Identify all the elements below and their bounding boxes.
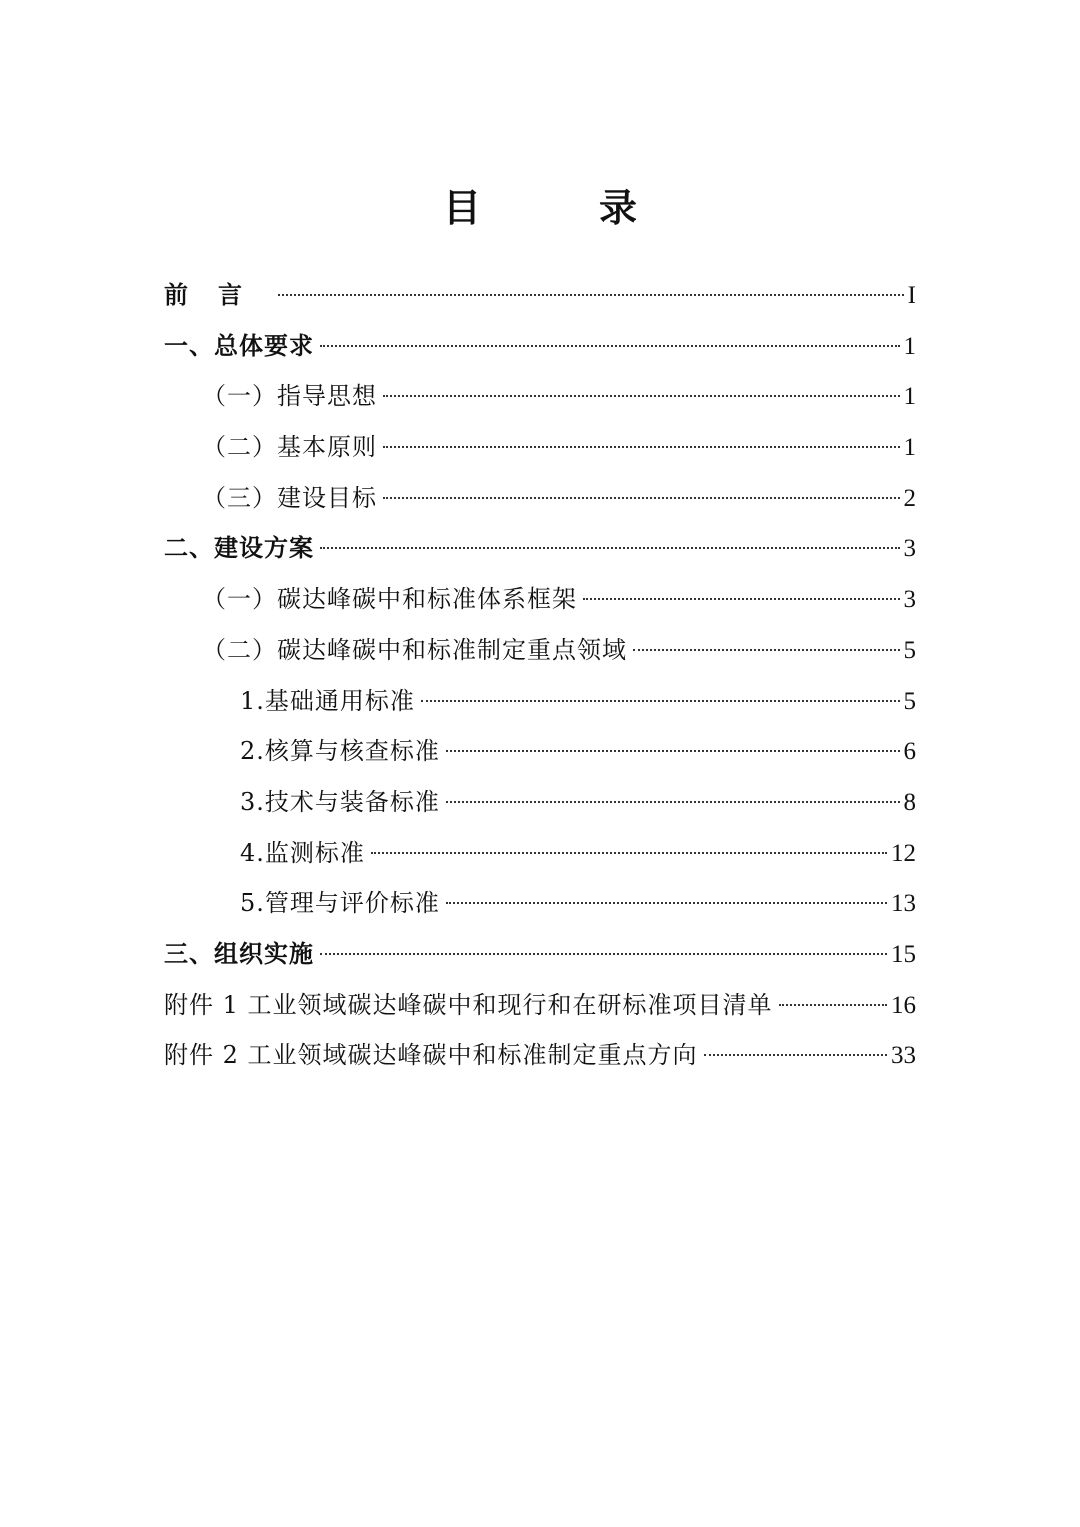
toc-entry-label: （一）指导思想 xyxy=(202,382,377,411)
toc-entry-section-1[interactable] xyxy=(164,321,916,372)
toc-entry-section-2-2-5[interactable] xyxy=(164,878,916,929)
toc-entry-label: （三）建设目标 xyxy=(202,483,377,512)
toc-page-number: I xyxy=(907,282,916,309)
toc-entry-section-2-2-4[interactable] xyxy=(164,828,916,879)
toc-entry-label: 2.核算与核查标准 xyxy=(240,737,440,766)
toc-entry-section-2-2-3[interactable] xyxy=(164,777,916,828)
toc-page-number: 8 xyxy=(903,788,916,816)
toc-dot-leader xyxy=(446,902,887,904)
toc-dot-leader xyxy=(383,497,900,499)
toc-entry-label: 附件 2 工业领域碳达峰碳中和标准制定重点方向 xyxy=(164,1041,698,1070)
toc-dot-leader xyxy=(583,598,900,600)
toc-entry-appendix-1[interactable] xyxy=(164,980,916,1031)
toc-dot-leader xyxy=(320,547,900,549)
toc-page-number: 16 xyxy=(891,991,916,1019)
toc-entry-section-2-1[interactable] xyxy=(164,574,916,625)
toc-dot-leader xyxy=(704,1054,887,1056)
toc-entry-section-2[interactable] xyxy=(164,523,916,574)
toc-entry-label: 3.技术与装备标准 xyxy=(240,787,440,816)
toc-page-number: 13 xyxy=(891,890,916,918)
toc-entry-label: （一）碳达峰碳中和标准体系框架 xyxy=(202,585,577,614)
toc-dot-leader xyxy=(779,1004,887,1006)
toc-entry-label: 4.监测标准 xyxy=(240,838,365,867)
toc-entry-section-3[interactable] xyxy=(164,929,916,980)
toc-entry-label: 三、组织实施 xyxy=(164,939,314,968)
toc-page-number: 2 xyxy=(903,484,916,512)
toc-entry-section-1-1[interactable] xyxy=(164,371,916,422)
toc-page-number: 5 xyxy=(903,687,916,715)
toc-dot-leader xyxy=(320,953,887,955)
toc-page-number: 1 xyxy=(903,332,916,360)
toc-entry-label: （二）基本原则 xyxy=(202,433,377,462)
toc-dot-leader xyxy=(371,852,887,854)
toc-page-number: 12 xyxy=(891,839,916,867)
toc-dot-leader xyxy=(633,649,900,651)
toc-page-number: 33 xyxy=(891,1042,916,1070)
toc-dot-leader xyxy=(383,395,900,397)
toc-page-number: 3 xyxy=(903,586,916,614)
toc-entry-label: 5.管理与评价标准 xyxy=(240,889,440,918)
toc-entry-section-1-3[interactable] xyxy=(164,473,916,524)
toc-entry-section-2-2-1[interactable] xyxy=(164,676,916,727)
toc-entry-section-1-2[interactable] xyxy=(164,422,916,473)
toc-entry-label: 一、总体要求 xyxy=(164,331,314,360)
toc-entry-label: 1.基础通用标准 xyxy=(240,686,415,715)
toc-dot-leader xyxy=(383,446,900,448)
table-of-contents xyxy=(164,270,916,1081)
toc-page-number: 6 xyxy=(903,738,916,766)
toc-entry-preface[interactable] xyxy=(164,270,916,321)
toc-page-number: 1 xyxy=(903,434,916,462)
toc-entry-label: 附件 1 工业领域碳达峰碳中和现行和在研标准项目清单 xyxy=(164,990,773,1019)
toc-dot-leader xyxy=(278,294,904,296)
toc-entry-section-2-2[interactable] xyxy=(164,625,916,676)
toc-entry-label: 二、建设方案 xyxy=(164,534,314,563)
toc-dot-leader xyxy=(446,750,900,752)
toc-dot-leader xyxy=(421,700,900,702)
toc-entry-label: 前言 xyxy=(164,281,272,309)
toc-entry-appendix-2[interactable] xyxy=(164,1030,916,1081)
toc-dot-leader xyxy=(320,345,900,347)
toc-entry-label: （二）碳达峰碳中和标准制定重点领域 xyxy=(202,635,627,664)
toc-page-number: 15 xyxy=(891,940,916,968)
toc-page-number: 3 xyxy=(903,535,916,563)
toc-dot-leader xyxy=(446,801,900,803)
toc-page-number: 5 xyxy=(903,636,916,664)
toc-entry-section-2-2-2[interactable] xyxy=(164,726,916,777)
page-title: 目 录 xyxy=(442,185,677,230)
toc-page-number: 1 xyxy=(903,383,916,411)
